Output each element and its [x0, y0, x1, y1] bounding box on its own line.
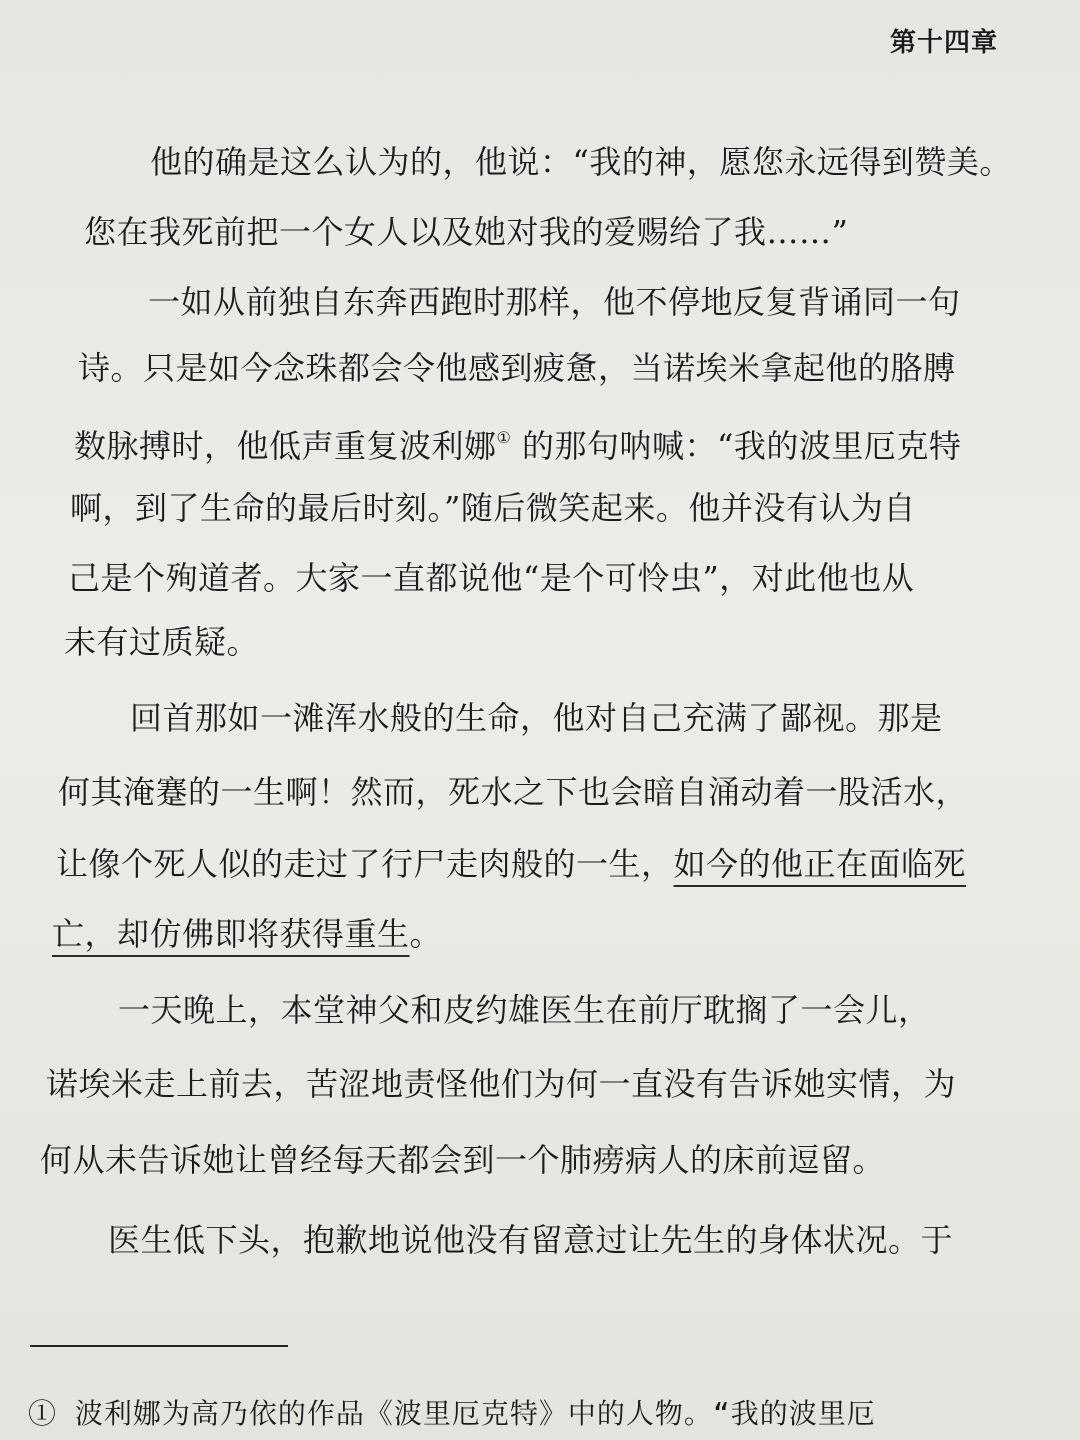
underlined-text: 亡，却仿佛即将获得重生	[52, 915, 410, 953]
text-line: 您在我死前把一个女人以及她对我的爱赐给了我……”	[84, 213, 849, 251]
text-line: 诗。只是如今念珠都会令他感到疲惫，当诺埃米拿起他的胳膊	[78, 349, 956, 387]
footnote-marker: ①	[496, 428, 512, 447]
text-line: 回首那如一滩浑水般的生命，他对自己充满了鄙视。那是	[130, 699, 943, 737]
text-line: 一天晚上，本堂神父和皮约雄医生在前厅耽搁了一会儿，	[118, 991, 931, 1029]
text-line	[56, 844, 966, 884]
text-span: 。	[409, 915, 443, 953]
footnote-rule	[30, 1345, 288, 1347]
text-line: 未有过质疑。	[64, 623, 260, 661]
text-span: 让像个死人似的走过了行尸走肉般的一生，	[56, 845, 674, 883]
footnote: ① 波利娜为高乃依的作品《波里厄克特》中的人物。“我的波里厄	[28, 1397, 876, 1430]
text-line: 何其淹蹇的一生啊！然而，死水之下也会暗自涌动着一股活水，	[58, 773, 969, 811]
text-line: 己是个殉道者。大家一直都说他“是个可怜虫”，对此他也从	[68, 559, 915, 597]
text-line	[52, 914, 442, 954]
text-line: 啊，到了生命的最后时刻。”随后微笑起来。他并没有认为自	[70, 489, 916, 527]
text-span: 数脉搏时，他低声重复波利娜	[74, 427, 497, 465]
text-line: 诺埃米走上前去，苦涩地责怪他们为何一直没有告诉她实情，为	[46, 1065, 957, 1103]
text-span: 的那句呐喊：“我的波里厄克特	[511, 427, 962, 465]
chapter-header: 第十四章	[889, 28, 998, 58]
text-line: 医生低下头，抱歉地说他没有留意过让先生的身体状况。于	[108, 1221, 954, 1259]
text-line: 一如从前独自东奔西跑时那样，他不停地反复背诵同一句	[148, 283, 961, 321]
text-line: 何从未告诉她让曾经每天都会到一个肺痨病人的床前逗留。	[40, 1141, 886, 1179]
text-line	[74, 418, 961, 466]
underlined-text: 如今的他正在面临死	[673, 845, 967, 883]
text-line: 他的确是这么认为的，他说：“我的神，愿您永远得到赞美。	[150, 143, 1012, 181]
